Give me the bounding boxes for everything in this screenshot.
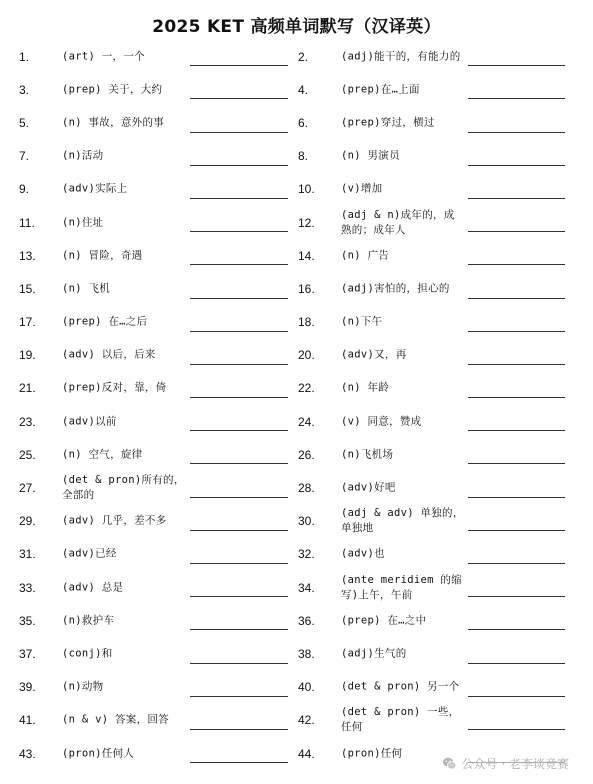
- answer-blank[interactable]: [468, 264, 565, 265]
- item-number: 16.: [298, 281, 315, 296]
- vocab-item: [296, 239, 593, 272]
- answer-blank[interactable]: [468, 596, 565, 597]
- worksheet-row: [0, 637, 593, 670]
- item-number: 10.: [298, 182, 315, 197]
- vocab-item: [296, 704, 593, 737]
- item-number: 4.: [298, 82, 309, 97]
- vocab-item: [296, 671, 593, 704]
- vocab-item: [0, 405, 296, 438]
- item-number: 21.: [19, 381, 36, 396]
- answer-blank[interactable]: [190, 696, 288, 697]
- vocab-item: [296, 405, 593, 438]
- item-definition: (n)住址: [62, 216, 104, 229]
- vocab-item: [0, 106, 296, 139]
- item-definition: (adj & n)成年的，成熟的；成年人: [341, 208, 455, 236]
- vocab-item: [0, 637, 296, 670]
- item-definition: (n) 年龄: [341, 381, 390, 394]
- answer-blank[interactable]: [190, 364, 288, 365]
- item-number: 33.: [19, 580, 36, 595]
- worksheet-row: [0, 538, 593, 571]
- item-number: 6.: [298, 115, 309, 130]
- answer-blank[interactable]: [468, 663, 565, 664]
- vocab-item: [0, 272, 296, 305]
- answer-blank[interactable]: [190, 331, 288, 332]
- item-number: 18.: [298, 315, 315, 330]
- watermark-text: 公众号 · 老李谈竞赛: [461, 757, 569, 771]
- item-number: 20.: [298, 348, 315, 363]
- item-number: 14.: [298, 248, 315, 263]
- vocab-item: [0, 73, 296, 106]
- answer-blank[interactable]: [468, 696, 565, 697]
- answer-blank[interactable]: [468, 132, 565, 133]
- worksheet-row: [0, 571, 593, 604]
- item-definition: (adj)害怕的，担心的: [341, 282, 450, 295]
- item-definition: (adv)以前: [62, 415, 117, 428]
- answer-blank[interactable]: [468, 198, 565, 199]
- item-definition: (art) 一，一个: [62, 50, 145, 63]
- worksheet-row: [0, 438, 593, 471]
- item-definition: (adv) 几乎，差不多: [62, 514, 167, 527]
- answer-blank[interactable]: [190, 132, 288, 133]
- answer-blank[interactable]: [190, 98, 288, 99]
- answer-blank[interactable]: [468, 165, 565, 166]
- worksheet-row: [0, 206, 593, 239]
- item-definition: (det & pron) 另一个: [341, 680, 460, 693]
- vocab-item: [0, 140, 296, 173]
- item-number: 22.: [298, 381, 315, 396]
- worksheet-row: [0, 405, 593, 438]
- item-number: 39.: [19, 680, 36, 695]
- item-number: 12.: [298, 215, 315, 230]
- item-definition: (n) 男演员: [341, 149, 400, 162]
- item-number: 5.: [19, 115, 30, 130]
- item-number: 42.: [298, 713, 315, 728]
- answer-blank[interactable]: [468, 397, 565, 398]
- vocab-item: [296, 272, 593, 305]
- item-number: 38.: [298, 646, 315, 661]
- vocab-item: [296, 372, 593, 405]
- item-definition: (pron)任何: [341, 747, 403, 760]
- item-definition: (adj)生气的: [341, 647, 407, 660]
- vocab-item: [0, 239, 296, 272]
- item-definition: (n) 冒险，奇遇: [62, 249, 143, 262]
- worksheet-row: [0, 471, 593, 504]
- vocab-item: [296, 471, 593, 504]
- worksheet-row: [0, 106, 593, 139]
- item-definition: (n) 广告: [341, 249, 390, 262]
- vocab-item: [296, 571, 593, 604]
- item-number: 28.: [298, 481, 315, 496]
- answer-blank[interactable]: [468, 629, 565, 630]
- item-definition: (prep)在…上面: [341, 83, 420, 96]
- answer-blank[interactable]: [468, 497, 565, 498]
- item-definition: (adv) 以后，后来: [62, 348, 156, 361]
- vocab-item: [0, 538, 296, 571]
- item-number: 34.: [298, 580, 315, 595]
- worksheet-row: [0, 73, 593, 106]
- answer-blank[interactable]: [190, 663, 288, 664]
- vocab-item: [296, 206, 593, 239]
- item-number: 24.: [298, 414, 315, 429]
- answer-blank[interactable]: [190, 430, 288, 431]
- item-number: 23.: [19, 414, 36, 429]
- item-definition: (prep) 在…之中: [341, 614, 427, 627]
- answer-blank[interactable]: [190, 65, 288, 66]
- vocab-item: [0, 604, 296, 637]
- item-definition: (n)救护车: [62, 614, 115, 627]
- vocab-item: [296, 173, 593, 206]
- answer-blank[interactable]: [190, 497, 288, 498]
- item-definition: (det & pron)所有的，全部的: [62, 474, 185, 502]
- answer-blank[interactable]: [468, 530, 565, 531]
- item-definition: (adv)好吧: [341, 481, 396, 494]
- item-number: 31.: [19, 547, 36, 562]
- item-definition: (adj & adv) 单独的，单独地: [341, 507, 464, 535]
- wechat-icon: [442, 756, 457, 771]
- item-number: 13.: [19, 248, 36, 263]
- answer-blank[interactable]: [190, 629, 288, 630]
- item-definition: (prep) 关于，大约: [62, 83, 163, 96]
- item-number: 26.: [298, 447, 315, 462]
- answer-blank[interactable]: [468, 430, 565, 431]
- item-number: 44.: [298, 746, 315, 761]
- item-number: 35.: [19, 613, 36, 628]
- vocab-item: [0, 471, 296, 504]
- answer-blank[interactable]: [468, 65, 565, 66]
- answer-blank[interactable]: [468, 98, 565, 99]
- vocab-item: [0, 40, 296, 73]
- item-number: 7.: [19, 149, 30, 164]
- item-number: 1.: [19, 49, 30, 64]
- item-definition: (n)飞机场: [341, 448, 394, 461]
- worksheet-row: [0, 704, 593, 737]
- item-number: 11.: [19, 215, 35, 230]
- vocab-item: [0, 571, 296, 604]
- vocab-item: [296, 140, 593, 173]
- item-number: 3.: [19, 82, 30, 97]
- item-definition: (adv)已经: [62, 547, 117, 560]
- answer-blank[interactable]: [190, 530, 288, 531]
- vocab-item: [0, 206, 296, 239]
- page-title: 2025 KET 高频单词默写（汉译英）: [152, 17, 441, 37]
- vocab-item: [0, 671, 296, 704]
- item-number: 15.: [19, 281, 36, 296]
- item-number: 41.: [19, 713, 36, 728]
- item-definition: (n) 空气，旋律: [62, 448, 143, 461]
- item-number: 29.: [19, 514, 36, 529]
- answer-blank[interactable]: [468, 298, 565, 299]
- worksheet-row: [0, 306, 593, 339]
- answer-blank[interactable]: [468, 463, 565, 464]
- item-definition: (ante meridiem 的缩写)上午，午前: [341, 573, 462, 601]
- item-definition: (n) 事故，意外的事: [62, 116, 165, 129]
- answer-blank[interactable]: [468, 231, 565, 232]
- vocab-item: [0, 339, 296, 372]
- vocab-item: [0, 306, 296, 339]
- item-definition: (v) 同意，赞成: [341, 415, 422, 428]
- worksheet-row: [0, 140, 593, 173]
- item-definition: (adj)能干的，有能力的: [341, 50, 461, 63]
- item-definition: (prep)反对，靠，倚: [62, 381, 167, 394]
- answer-blank[interactable]: [190, 165, 288, 166]
- answer-blank[interactable]: [190, 264, 288, 265]
- item-definition: (adv)又，再: [341, 348, 407, 361]
- vocab-item: [0, 737, 296, 770]
- vocab-item: [0, 438, 296, 471]
- worksheet-row: [0, 604, 593, 637]
- worksheet-row: [0, 505, 593, 538]
- answer-blank[interactable]: [190, 231, 288, 232]
- worksheet-row: [0, 372, 593, 405]
- vocab-item: [296, 306, 593, 339]
- item-definition: (prep) 在…之后: [62, 315, 148, 328]
- vocab-item: [0, 505, 296, 538]
- answer-blank[interactable]: [468, 331, 565, 332]
- item-definition: (n)活动: [62, 149, 104, 162]
- item-definition: (n)动物: [62, 680, 104, 693]
- answer-blank[interactable]: [190, 596, 288, 597]
- worksheet-row: [0, 173, 593, 206]
- answer-blank[interactable]: [190, 563, 288, 564]
- worksheet: [0, 40, 593, 770]
- watermark: [440, 755, 571, 772]
- answer-blank[interactable]: [468, 364, 565, 365]
- answer-blank[interactable]: [190, 463, 288, 464]
- item-number: 30.: [298, 514, 315, 529]
- vocab-item: [296, 637, 593, 670]
- vocab-item: [296, 438, 593, 471]
- item-number: 17.: [19, 315, 36, 330]
- item-definition: (conj)和: [62, 647, 113, 660]
- answer-blank[interactable]: [468, 729, 565, 730]
- answer-blank[interactable]: [190, 397, 288, 398]
- item-definition: (v)增加: [341, 182, 383, 195]
- item-number: 2.: [298, 49, 309, 64]
- vocab-item: [296, 604, 593, 637]
- item-number: 9.: [19, 182, 30, 197]
- item-number: 32.: [298, 547, 315, 562]
- item-definition: (n & v) 答案，回答: [62, 713, 169, 726]
- item-definition: (adv) 总是: [62, 581, 124, 594]
- answer-blank[interactable]: [190, 198, 288, 199]
- item-number: 40.: [298, 680, 315, 695]
- item-definition: (n) 飞机: [62, 282, 111, 295]
- item-definition: (adv)也: [341, 547, 385, 560]
- answer-blank[interactable]: [468, 563, 565, 564]
- item-number: 25.: [19, 447, 36, 462]
- vocab-item: [0, 372, 296, 405]
- answer-blank[interactable]: [190, 298, 288, 299]
- worksheet-row: [0, 671, 593, 704]
- item-definition: (det & pron) 一些，任何: [341, 706, 460, 734]
- answer-blank[interactable]: [190, 729, 288, 730]
- item-number: 43.: [19, 746, 36, 761]
- worksheet-row: [0, 40, 593, 73]
- item-definition: (adv)实际上: [62, 182, 128, 195]
- worksheet-row: [0, 239, 593, 272]
- item-definition: (pron)任何人: [62, 747, 135, 760]
- item-definition: (prep)穿过，横过: [341, 116, 435, 129]
- vocab-item: [296, 73, 593, 106]
- vocab-item: [296, 40, 593, 73]
- vocab-item: [296, 339, 593, 372]
- item-number: 37.: [19, 646, 36, 661]
- item-definition: (n)下午: [341, 315, 383, 328]
- item-number: 27.: [19, 481, 36, 496]
- vocab-item: [296, 106, 593, 139]
- vocab-item: [296, 505, 593, 538]
- answer-blank[interactable]: [190, 762, 288, 763]
- item-number: 36.: [298, 613, 315, 628]
- item-number: 19.: [19, 348, 36, 363]
- worksheet-row: [0, 339, 593, 372]
- vocab-item: [296, 538, 593, 571]
- item-number: 8.: [298, 149, 309, 164]
- vocab-item: [0, 173, 296, 206]
- worksheet-row: [0, 272, 593, 305]
- vocab-item: [0, 704, 296, 737]
